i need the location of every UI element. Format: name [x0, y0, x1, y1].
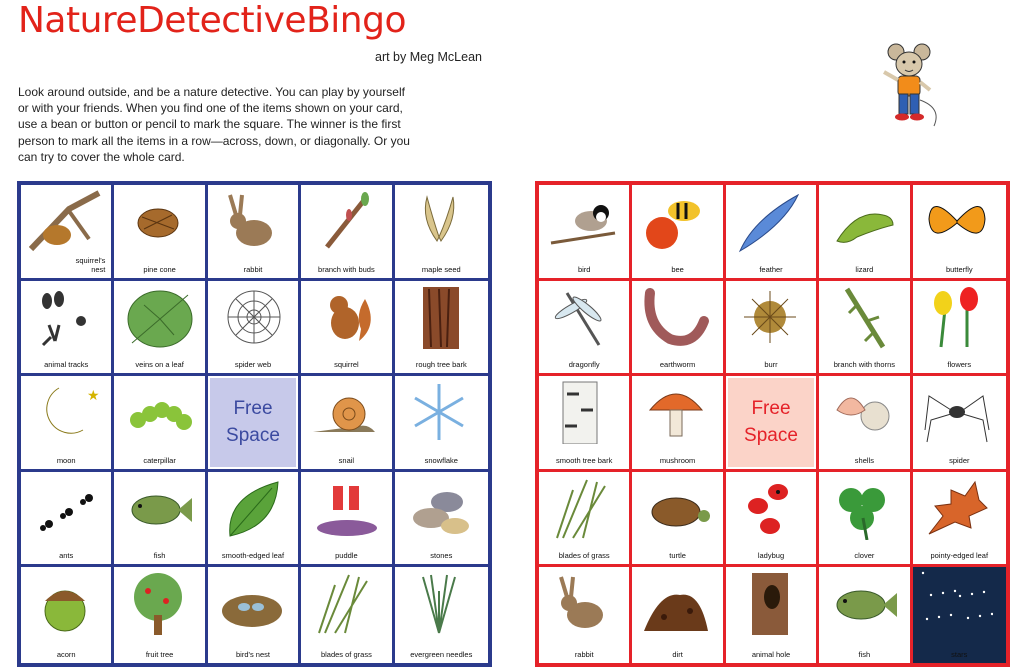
square-label: feather — [759, 264, 783, 274]
square-label: mushroom — [659, 455, 696, 465]
animal-hole-icon — [734, 571, 806, 635]
acorn-icon — [29, 571, 101, 635]
bingo-square[interactable] — [913, 472, 1006, 568]
bingo-square[interactable] — [114, 472, 207, 568]
square-label: squirrel — [334, 360, 359, 370]
svg-text:★: ★ — [87, 387, 100, 404]
bingo-square[interactable] — [301, 472, 394, 568]
square-label: rabbit — [243, 264, 263, 274]
bingo-square[interactable] — [21, 376, 114, 472]
square-label: maple seed — [421, 264, 461, 274]
square-label: squirrel's nest — [75, 255, 106, 274]
moon-icon — [29, 380, 101, 444]
bingo-square[interactable] — [539, 376, 632, 472]
square-label: animal tracks — [44, 360, 89, 370]
fish-icon — [827, 571, 899, 635]
bingo-square[interactable] — [632, 185, 725, 281]
turtle-icon — [640, 476, 712, 540]
stones-icon — [403, 476, 475, 540]
square-label: snowflake — [424, 455, 458, 465]
bingo-square[interactable] — [819, 567, 912, 663]
square-label: fish — [153, 551, 166, 561]
square-label: caterpillar — [143, 455, 176, 465]
free-space-line2: Space — [744, 425, 798, 447]
puddle-icon — [309, 476, 381, 540]
birch-bark-icon — [547, 380, 619, 444]
dirt-icon — [640, 571, 712, 635]
square-label: pine cone — [143, 264, 176, 274]
flowers-icon — [921, 285, 993, 349]
bingo-square[interactable] — [726, 281, 819, 377]
intro-text: Look around outside, and be a nature detective. You can play by yourself or with your friends. When you find one of the items shown on your card, use a bean or button or pencil to mark the square. The winner is the first person to mark all the items in a row—across, down, or diagonally. Or you can try to cover the whole card. — [18, 85, 410, 164]
square-label: acorn — [56, 649, 76, 659]
square-label: clover — [854, 551, 875, 561]
burr-icon — [734, 285, 806, 349]
square-label: lizard — [855, 264, 874, 274]
bingo-square[interactable] — [21, 472, 114, 568]
square-label: animal hole — [751, 649, 791, 659]
free-space-label — [728, 378, 814, 467]
bingo-square[interactable] — [395, 281, 488, 377]
clover-icon — [827, 476, 899, 540]
bingo-square[interactable] — [539, 567, 632, 663]
bird-icon — [547, 189, 619, 253]
square-label: dragonfly — [568, 360, 600, 370]
square-label: smooth-edged leaf — [221, 551, 285, 561]
square-label: evergreen needles — [410, 649, 473, 659]
squirrel-nest-icon — [29, 189, 101, 253]
square-label: blades of grass — [320, 649, 372, 659]
dragonfly-icon — [547, 285, 619, 349]
square-label: bird's nest — [236, 649, 270, 659]
square-label: spider web — [234, 360, 272, 370]
bingo-square[interactable] — [539, 281, 632, 377]
bingo-square[interactable] — [114, 281, 207, 377]
bingo-square[interactable] — [539, 185, 632, 281]
caterpillar-icon — [122, 380, 194, 444]
bingo-square[interactable] — [726, 567, 819, 663]
bingo-square[interactable] — [208, 185, 301, 281]
square-label: ladybug — [757, 551, 785, 561]
ants-icon — [29, 476, 101, 540]
earthworm-icon — [640, 285, 712, 349]
square-label: moon — [56, 455, 76, 465]
square-label: rough tree bark — [415, 360, 467, 370]
free-space-line1: Free — [233, 398, 273, 420]
leaf-veins-icon — [122, 285, 194, 349]
leaf-icon — [216, 476, 288, 540]
branch-buds-icon — [309, 189, 381, 253]
square-label: earthworm — [659, 360, 696, 370]
evergreen-needles-icon — [403, 571, 475, 635]
square-label: butterfly — [945, 264, 973, 274]
bingo-square[interactable] — [913, 185, 1006, 281]
square-label: spider — [949, 455, 970, 465]
fruit-tree-icon — [122, 571, 194, 635]
mushroom-icon — [640, 380, 712, 444]
bingo-square[interactable] — [114, 185, 207, 281]
free-space-square[interactable] — [208, 376, 301, 472]
bingo-square[interactable] — [726, 472, 819, 568]
bingo-square[interactable] — [21, 567, 114, 663]
bird-nest-icon — [216, 571, 288, 635]
square-label: fruit tree — [145, 649, 174, 659]
squirrel-icon — [309, 285, 381, 349]
bingo-square[interactable] — [913, 281, 1006, 377]
square-label: stars — [951, 649, 968, 659]
square-label: flowers — [947, 360, 972, 370]
oak-leaf-icon — [921, 476, 993, 540]
bingo-card-blue — [17, 181, 492, 667]
square-label: smooth tree bark — [556, 455, 613, 465]
bingo-square[interactable] — [539, 472, 632, 568]
tree-bark-icon — [403, 285, 475, 349]
square-label: turtle — [669, 551, 686, 561]
snail-icon — [309, 380, 381, 444]
bingo-square[interactable] — [913, 567, 1006, 663]
bingo-square[interactable] — [395, 567, 488, 663]
bingo-square[interactable] — [114, 376, 207, 472]
bingo-square[interactable] — [395, 376, 488, 472]
bingo-square[interactable] — [208, 567, 301, 663]
bingo-square[interactable] — [819, 185, 912, 281]
mouse-mascot-icon — [872, 38, 952, 130]
square-label: rabbit — [574, 649, 594, 659]
square-label: bird — [577, 264, 591, 274]
shells-icon — [827, 380, 899, 444]
animal-tracks-icon — [29, 285, 101, 349]
square-label: pointy-edged leaf — [930, 551, 989, 561]
free-space-label — [210, 378, 296, 467]
rabbit-icon — [547, 571, 619, 635]
bingo-square[interactable] — [819, 472, 912, 568]
bingo-square[interactable] — [301, 567, 394, 663]
bingo-square[interactable] — [819, 281, 912, 377]
free-space-line1: Free — [751, 398, 791, 420]
bingo-square[interactable] — [632, 281, 725, 377]
bingo-square[interactable] — [208, 281, 301, 377]
square-label: snail — [338, 455, 355, 465]
spider-icon — [921, 380, 993, 444]
feather-icon — [734, 189, 806, 253]
free-space-line2: Space — [226, 425, 280, 447]
ladybug-icon — [734, 476, 806, 540]
spider-web-icon — [216, 285, 288, 349]
butterfly-icon — [921, 189, 993, 253]
lizard-icon — [827, 189, 899, 253]
thorn-branch-icon — [827, 285, 899, 349]
bingo-square[interactable] — [726, 185, 819, 281]
square-label: burr — [764, 360, 778, 370]
bingo-square[interactable] — [208, 472, 301, 568]
grass-icon — [547, 476, 619, 540]
bingo-square[interactable] — [819, 376, 912, 472]
square-label: puddle — [335, 551, 358, 561]
maple-seed-icon — [403, 189, 475, 253]
free-space-square[interactable] — [726, 376, 819, 472]
square-label: branch with buds — [318, 264, 375, 274]
bingo-square[interactable] — [301, 376, 394, 472]
bingo-square[interactable] — [21, 185, 114, 281]
square-label: branch with thorns — [833, 360, 896, 370]
square-label: ants — [59, 551, 74, 561]
art-credit: art by Meg McLean — [375, 50, 482, 64]
bingo-square[interactable] — [395, 185, 488, 281]
square-label: bee — [671, 264, 684, 274]
square-label: blades of grass — [558, 551, 610, 561]
fish-icon — [122, 476, 194, 540]
bingo-card-red — [535, 181, 1010, 667]
bingo-square[interactable] — [632, 472, 725, 568]
bingo-square[interactable] — [395, 472, 488, 568]
bingo-square[interactable] — [114, 567, 207, 663]
bingo-square[interactable] — [913, 376, 1006, 472]
grass-icon — [309, 571, 381, 635]
square-label: stones — [430, 551, 453, 561]
pine-cone-icon — [122, 189, 194, 253]
stars-icon — [921, 571, 993, 635]
bingo-square[interactable] — [632, 567, 725, 663]
snowflake-icon — [403, 380, 475, 444]
bingo-square[interactable] — [301, 185, 394, 281]
bingo-square[interactable] — [21, 281, 114, 377]
bingo-square[interactable] — [301, 281, 394, 377]
square-label: dirt — [672, 649, 683, 659]
rabbit-icon — [216, 189, 288, 253]
square-label: fish — [858, 649, 871, 659]
page-title: NatureDetectiveBingo — [18, 0, 406, 41]
square-label: shells — [854, 455, 874, 465]
bee-icon — [640, 189, 712, 253]
square-label: veins on a leaf — [135, 360, 184, 370]
bingo-square[interactable] — [632, 376, 725, 472]
